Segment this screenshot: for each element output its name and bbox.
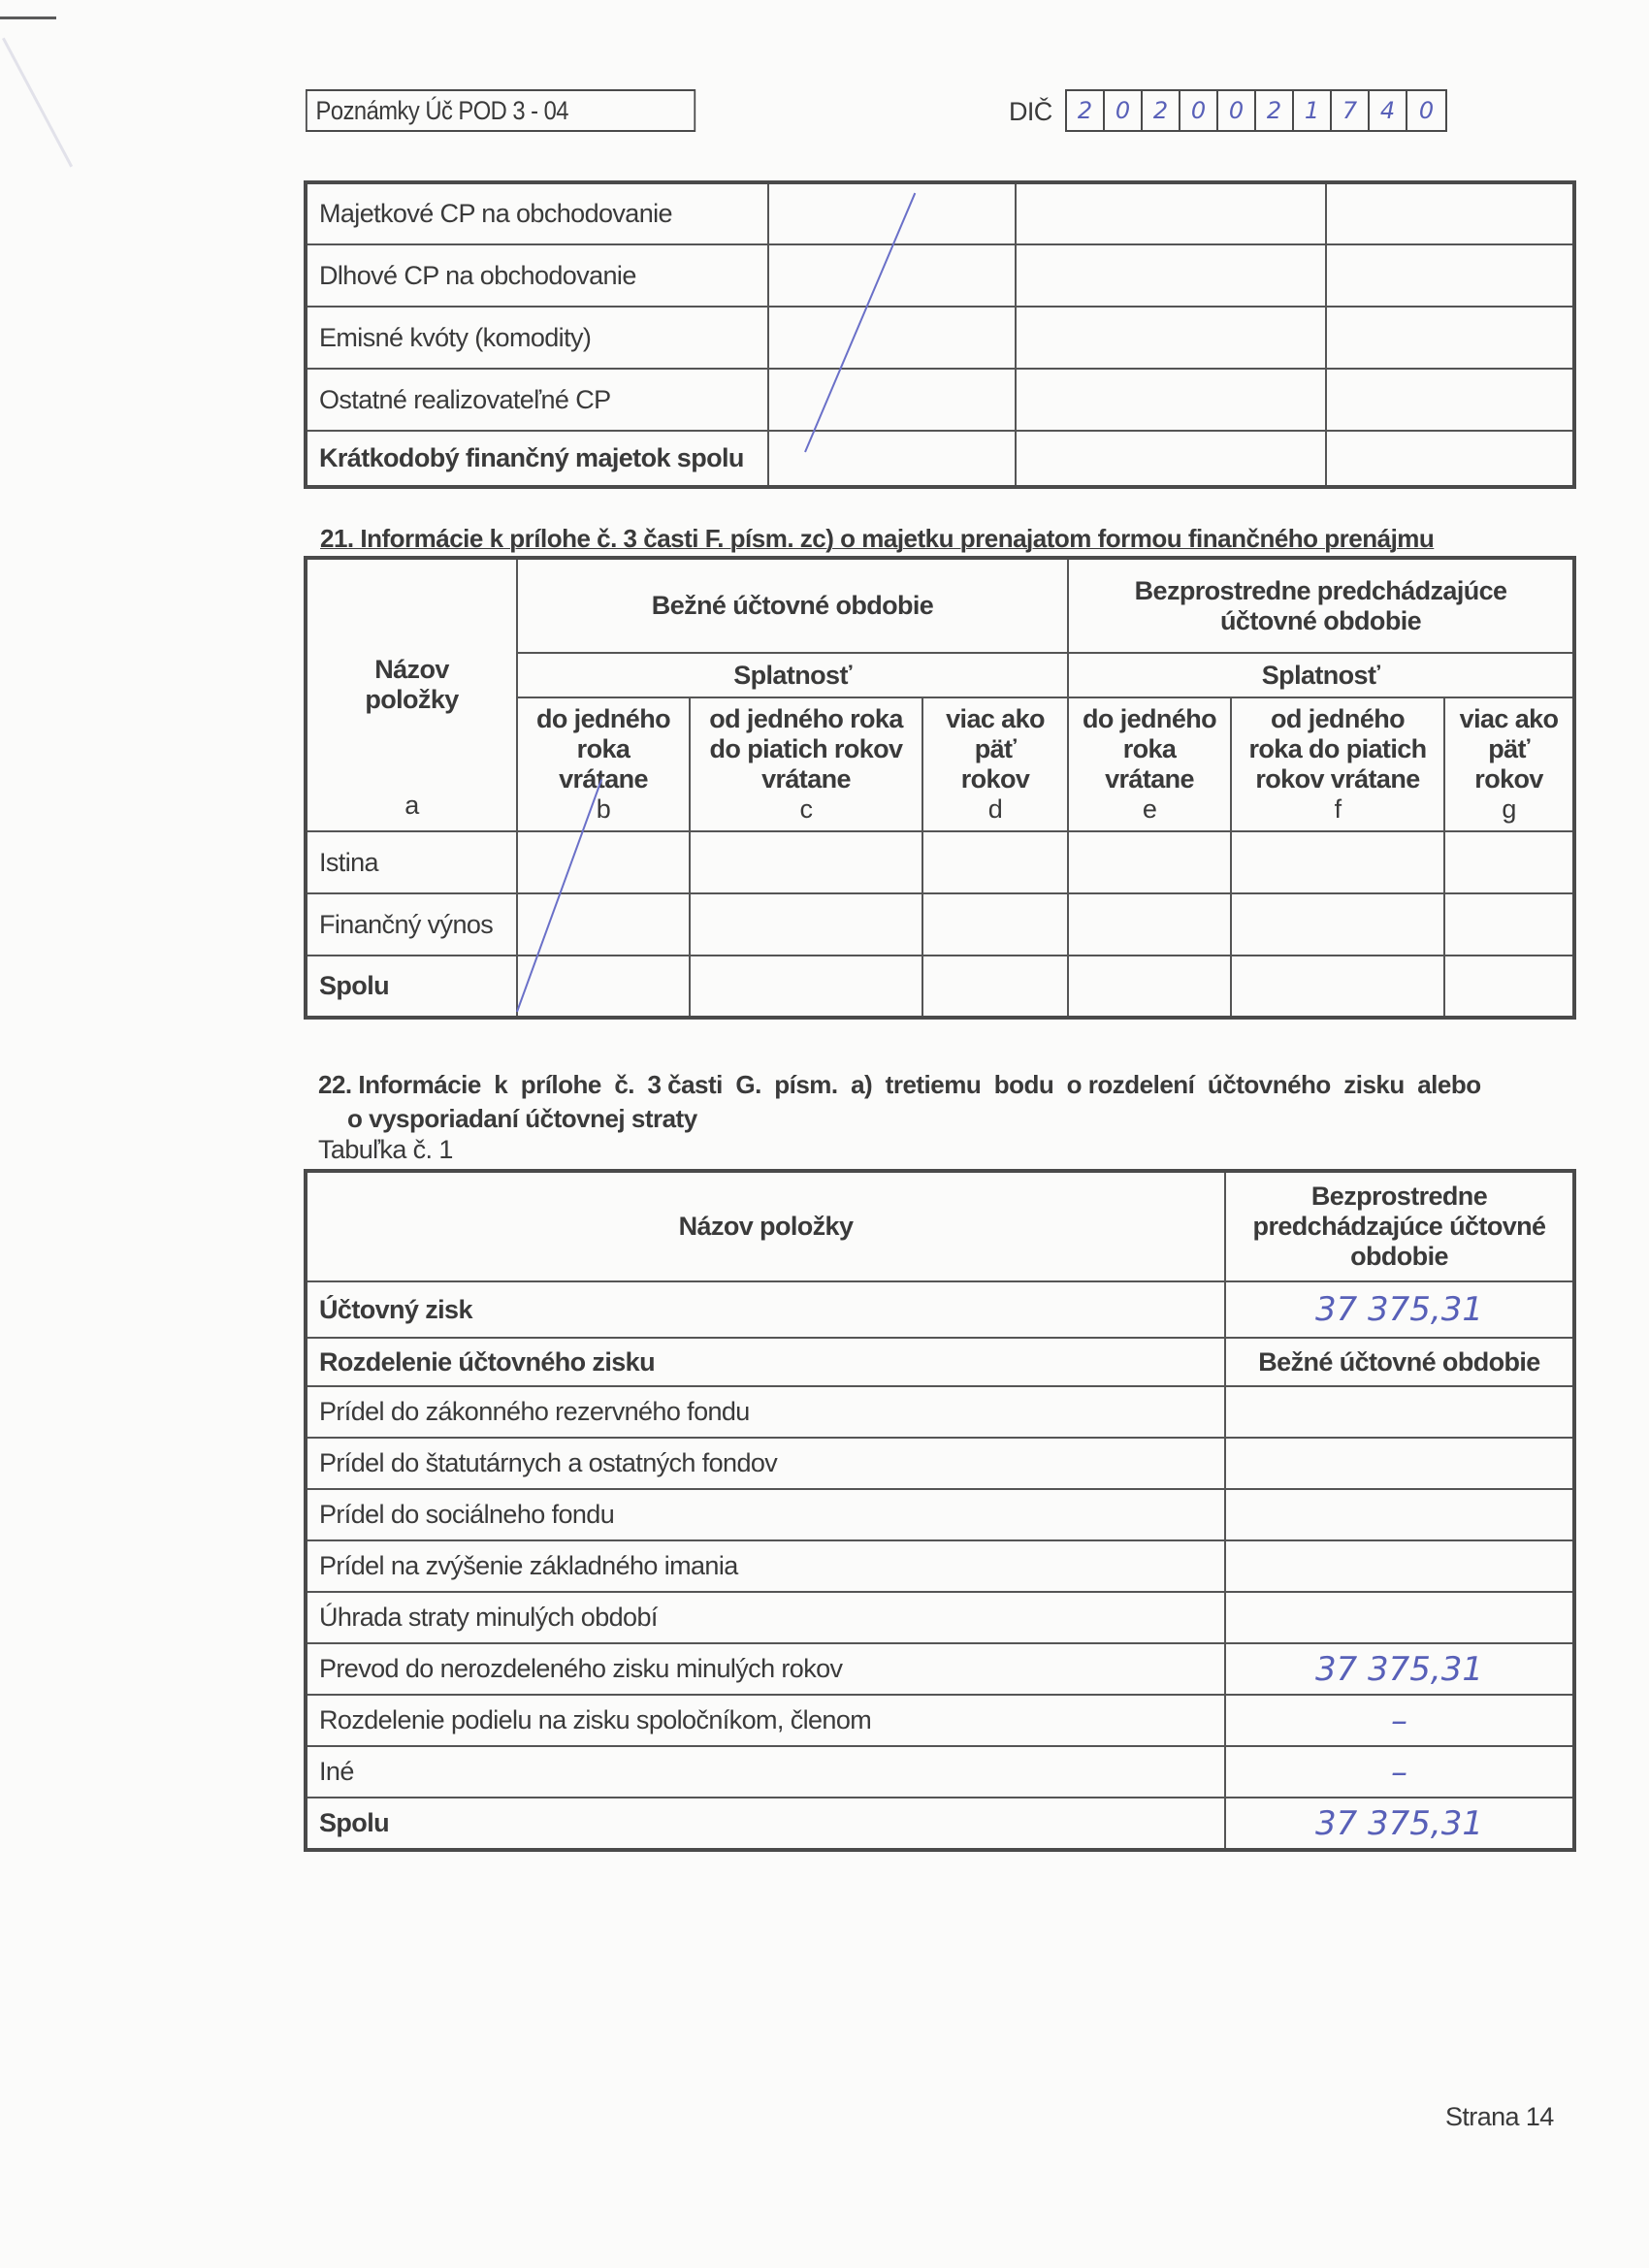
row-label: Úhrada straty minulých období [306,1592,1225,1643]
value-cell[interactable] [1016,307,1326,369]
subcol-header [1068,697,1231,831]
value-cell[interactable] [1444,956,1574,1018]
row-label: Ostatné realizovateľné CP [306,369,768,431]
column-letter: f [1334,794,1342,824]
value-cell[interactable] [768,369,1016,431]
dic-digit[interactable]: 7 [1332,91,1370,130]
column-letter: e [1142,794,1157,824]
row-label: Prídel do zákonného rezervného fondu [306,1386,1225,1438]
previous-period-header: Bezprostredne predchádzajúce účtovné obdobie [1225,1171,1574,1281]
value-cell[interactable] [768,307,1016,369]
subcol-header [517,697,690,831]
value-cell[interactable] [1444,831,1574,893]
value-cell[interactable] [1225,1540,1574,1592]
column-letter: d [987,794,1003,824]
row-label: Finančný výnos [306,893,517,956]
value-cell[interactable] [517,956,690,1018]
row-label: Emisné kvóty (komodity) [306,307,768,369]
subcol-header [922,697,1068,831]
item-name-header: Názov položky [306,1171,1225,1281]
value-cell[interactable] [768,182,1016,244]
row-label: Prídel na zvýšenie základného imania [306,1540,1225,1592]
value-cell[interactable] [1326,182,1574,244]
value-cell[interactable] [768,244,1016,307]
row-label-total: Spolu [306,1798,1225,1850]
value-cell[interactable]: – [1225,1746,1574,1798]
finance-lease-table [304,556,1576,1020]
subcol-header [1231,697,1444,831]
dic-digit[interactable]: 1 [1294,91,1332,130]
value-cell[interactable] [1326,244,1574,307]
subcol-header [690,697,922,831]
value-cell[interactable] [1225,1489,1574,1540]
value-cell[interactable] [1016,244,1326,307]
column-letter: g [1502,794,1516,824]
total-value[interactable]: 37 375,31 [1225,1798,1574,1850]
value-cell[interactable] [922,893,1068,956]
current-period-header: Bežné účtovné obdobie [1225,1338,1574,1386]
subcol-label: od jedného roka do piatich rokov vrátane [1248,704,1427,794]
value-cell[interactable] [1326,369,1574,431]
row-label-total: Spolu [306,956,517,1018]
value-cell[interactable] [690,893,922,956]
scan-artifact-line [0,16,56,19]
subcol-label: viac ako päť rokov [946,704,1045,794]
column-letter: b [596,794,611,824]
profit-value[interactable]: 37 375,31 [1225,1281,1574,1338]
value-cell[interactable] [1231,831,1444,893]
profit-row-label: Účtovný zisk [306,1281,1225,1338]
short-term-assets-table [304,180,1576,489]
value-cell[interactable] [690,956,922,1018]
item-name-header-label: Názov položky [365,655,459,714]
maturity-header: Splatnosť [517,653,1068,697]
row-label: Prídel do štatutárnych a ostatných fondov [306,1438,1225,1489]
dic-digit[interactable]: 0 [1180,91,1218,130]
value-cell[interactable] [517,831,690,893]
row-label: Istina [306,831,517,893]
value-cell[interactable] [1225,1386,1574,1438]
period-current-header: Bežné účtovné obdobie [517,558,1068,653]
section-22-title-cont: o vysporiadaní účtovnej straty [347,1104,697,1133]
scan-artifact-fold [2,38,73,168]
subcol-label: viac ako päť rokov [1459,704,1559,794]
form-label: Poznámky Úč POD 3 - 04 [306,89,695,132]
value-cell[interactable] [1068,831,1231,893]
section-22-title: 22. Informácie k prílohe č. 3 časti G. písm. a) tretiemu bodu o rozdelení účtovného zisku alebo [318,1070,1481,1099]
section-21-title: 21. Informácie k prílohe č. 3 časti F. písm. zc) o majetku prenajatom formou finančného prenájmu [320,524,1435,553]
row-label: Majetkové CP na obchodovanie [306,182,768,244]
value-cell[interactable] [922,956,1068,1018]
column-letter: a [404,791,419,820]
row-label: Rozdelenie podielu na zisku spoločníkom, členom [306,1695,1225,1746]
value-cell[interactable] [1225,1438,1574,1489]
row-label: Dlhové CP na obchodovanie [306,244,768,307]
page-number: Strana 14 [1445,2102,1554,2131]
subcol-label: do jedného roka vrátane [536,704,670,794]
value-cell[interactable] [1231,956,1444,1018]
subcol-header [1444,697,1574,831]
value-cell[interactable] [517,893,690,956]
subcol-label: do jedného roka vrátane [1083,704,1217,794]
value-cell[interactable] [1068,956,1231,1018]
dic-digit[interactable]: 0 [1218,91,1256,130]
row-label: Iné [306,1746,1225,1798]
value-cell[interactable]: – [1225,1695,1574,1746]
value-cell[interactable] [690,831,922,893]
dic-digit[interactable]: 0 [1105,91,1143,130]
dic-digit[interactable]: 2 [1067,91,1105,130]
value-cell[interactable] [1225,1592,1574,1643]
value-cell[interactable] [922,831,1068,893]
value-cell[interactable] [1326,431,1574,487]
dic-digit[interactable]: 4 [1370,91,1407,130]
value-cell[interactable] [768,431,1016,487]
value-cell[interactable] [1016,369,1326,431]
dic-field[interactable] [1065,89,1447,132]
value-cell[interactable] [1326,307,1574,369]
maturity-header: Splatnosť [1068,653,1574,697]
dic-digit[interactable]: 2 [1143,91,1180,130]
value-cell[interactable] [1444,893,1574,956]
row-label: Prídel do sociálneho fondu [306,1489,1225,1540]
value-cell[interactable] [1016,431,1326,487]
dic-digit[interactable]: 2 [1256,91,1294,130]
dic-label: DIČ [1009,97,1052,126]
distribution-row-label: Rozdelenie účtovného zisku [306,1338,1225,1386]
period-previous-header: Bezprostredne predchádzajúce účtovné obdobie [1068,558,1574,653]
item-name-header [306,558,517,831]
column-letter: c [799,794,813,824]
row-label-total: Krátkodobý finančný majetok spolu [306,431,768,487]
value-cell[interactable] [1231,893,1444,956]
dic-digit[interactable]: 0 [1418,97,1435,124]
value-cell[interactable] [1068,893,1231,956]
row-label: Prevod do nerozdeleného zisku minulých rokov [306,1643,1225,1695]
value-cell[interactable]: 37 375,31 [1225,1643,1574,1695]
table-label: Tabuľka č. 1 [318,1135,453,1164]
profit-distribution-table [304,1169,1576,1852]
subcol-label: od jedného roka do piatich rokov vrátane [709,704,903,794]
value-cell[interactable] [1016,182,1326,244]
